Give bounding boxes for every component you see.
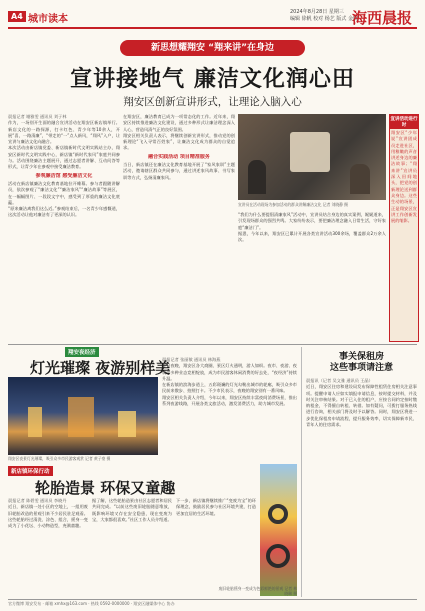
photo-detail	[118, 411, 136, 437]
page-footer: 官方微博 翔安发布 · 邮箱 xmhx@163.com · 热线 0592-0000000 · 翔安区融媒体中心 协办	[8, 601, 175, 606]
topic-banner: 新思想耀翔安 “翔来讲”在身边	[120, 40, 305, 56]
main-article-col2	[123, 114, 235, 340]
date-info	[290, 9, 358, 23]
tire-article-col1	[8, 498, 88, 598]
photo-figure	[350, 164, 370, 194]
byline: 晨报讯（记者 吴文雅 通讯员 王晶）	[306, 378, 373, 383]
article-paragraph: 当日，新店镇还在廉洁文化教育基地开展了“家风家训”主题活动，邀请辖区群众共同参与，通过讲述家风故事、书写家训等方式，弘扬清廉家风。	[123, 162, 235, 180]
article-subhead: 参观廉洁馆 感受廉洁文化	[35, 172, 93, 179]
date-line: 2024年8月28日 星期三	[290, 9, 344, 15]
article-paragraph: 近日，翔安区住房和建设局发布保障性租赁住房相关注意事项。提醒申请人应如实填报申请信息，按时提交材料，并及时关注审核结果。对于已入住的租户，应按合同约定按时缴纳租金，不得擅自转租、转借。如有疑问，可拨打服务热线进行咨询，相关部门将及时予以解答。同时，翔安区将进一步优化保租房申请流程，提升服务效率，切实保障新市民、青年人的住房需求。	[306, 384, 417, 428]
section-divider	[8, 344, 417, 345]
article-paragraph: 夏日夜晚，翔安区各大商圈、景区灯火通明，游人如织。夜市、夜游、夜娱等多种业态竞相绽放，成为市民游客休闲消费的好去处，“夜经济”持续升温。	[162, 363, 297, 381]
article-paragraph: 作为，一场别开生面的融合宣讲活动在翔安区新店镇举行。新店文化的一路探源，打卡红色、青少年等10余人，开展“喜，一路清廉”，“带走的“一”点人新风，“翔风”入户，让宣讲与廉洁文化向融合。	[8, 120, 120, 145]
article-paragraph: “原来廉洁离我们这么近。”参观结束后，一名青少年感慨道，这次活动让他对廉洁有了更深的认识。	[8, 206, 120, 218]
night-headline: 灯光璀璨 夜游别样美	[30, 359, 171, 377]
byline: 晨报记者 谢雅雯 通讯员 刘子林	[8, 114, 67, 119]
footer-rule	[8, 599, 417, 600]
section-name: 城市读本	[28, 14, 68, 25]
date-line-2: 编辑 徐帆 校对 杨艺 版式 金晓	[290, 16, 358, 22]
page-number: A4	[8, 11, 26, 22]
article-paragraph: 活动在新店镇廉洁文化教育基地拉开帷幕。参与者跟随讲解员，依次参观了“廉洁文化”“廉洁家风”“廉洁故事”等展区，在一幅幅图片、一段段文字中，感受到了厚重的廉洁文化底蕴。	[8, 180, 120, 205]
sidebar-title: 宣讲活动进行时	[390, 117, 418, 128]
byline: 晨报记者 陈碧雯 通讯员 李晓丹	[8, 498, 67, 503]
header-rule	[8, 27, 417, 29]
photo-detail	[28, 407, 42, 437]
main-photo-caption: 宣讲员在活动现场为参加活动的群众讲解廉洁文化 记者 刘晓静 摄	[238, 202, 348, 207]
tire-headline: 轮胎造景 环保又童趣	[35, 479, 176, 497]
article-subhead: 融合实践活动 项目精准服务	[148, 153, 210, 160]
tire-article-col3	[176, 498, 256, 598]
main-subheadline: 翔安区创新宣讲形式，让理论入脑入心	[123, 96, 302, 108]
masthead-logo: 海西晨报	[352, 9, 413, 27]
night-section-tag: 翔安夜经济	[65, 347, 99, 357]
tire-article-col2	[92, 498, 172, 598]
article-paragraph: 近日，新店镇一处小区的空地上，一组用废旧轮胎改造的景观引来不少居民驻足观看。这些轮胎经过清洗、涂色、组合，摇身一变成为了小花坛、小动物造型，充满童趣。	[8, 504, 88, 529]
byline: 晨报记者 张丽敏 通讯员 林海燕	[162, 357, 221, 362]
main-photo	[238, 114, 386, 200]
article-paragraph: 在翔安区，廉洁教育已成为一项常态化的工作。近年来，翔安区持续推进廉洁文化建设，通过多种形式让廉洁理念深入人心，营造风清气正的良好氛围。	[123, 114, 235, 132]
main-article-col3	[238, 212, 386, 340]
article-paragraph: 下一步，新店镇将继续推广“变废为宝”的环保理念，鼓励居民参与社区环境共建，打造更加宜居的生活环境。	[176, 498, 256, 516]
notice-headline: 事关保租房 这些事项请注意	[329, 352, 393, 373]
night-photo	[8, 377, 158, 455]
tire-photo-caption: 废旧轮胎摇身一变成为色彩鲜艳的景观 记者 林晓琳 摄	[218, 586, 297, 596]
tire-section-tag: 新店镇环保行动	[8, 466, 53, 476]
main-article-col1	[8, 114, 120, 340]
night-article	[162, 357, 297, 461]
notice-article	[306, 378, 417, 598]
article-paragraph: 本次活动由新店镇党委、新店镇新时代文明实践站主办，翔安区新时代文明实践中心，新店镇“新时代家风”家庭共同参与。活动围绕廉洁主题展开，通过志愿者讲解、互动问答等形式，让青少年在参观中接受廉洁教育。	[8, 145, 120, 170]
column-divider	[301, 347, 302, 597]
photo-figure	[248, 160, 266, 194]
article-paragraph: 据悉，今年以来，翔安区已累计开展各类宣讲活动300余场，覆盖群众2万余人次。	[238, 230, 386, 243]
tire-shape	[268, 504, 288, 524]
night-photo-caption: 翔安区夜景灯光璀璨，吸引众多市民游客观赏 记者 黄子豪 摄	[8, 456, 111, 461]
sidebar-box	[389, 114, 419, 342]
tire-shape	[266, 544, 290, 568]
main-headline: 宣讲接地气 廉洁文化润心田	[70, 66, 355, 92]
article-paragraph: 据了解，这些轮胎造景由社区志愿者和居民共同完成。“以前这些废旧轮胎随意堆放，既影响环境又存在安全隐患，现在变废为宝，大家都很喜欢。”社区工作人员介绍道。	[92, 498, 172, 522]
tire-photo	[260, 464, 297, 596]
photo-detail	[290, 132, 330, 172]
photo-detail	[68, 397, 94, 437]
article-paragraph: “我们为什么要提倡清廉家风”活动中，宣讲员结合身边的真实案例，娓娓道来，引发现场群众的强烈共鸣。大家纷纷表示，要把廉洁理念融入日常生活，守好家庭“廉洁门”。	[238, 212, 386, 230]
article-paragraph: 翔安区相关负责人表示，将继续创新宣讲形式，推动党的创新理论“飞入寻常百姓家”，让廉洁文化成为群众的自觉追求。	[123, 132, 235, 151]
article-paragraph: 在新店镇的滨海步道上，五彩斑斓的灯光勾勒出城市的轮廓，吸引众多市民前来散步、拍照打卡。不少市民表示，夜晚的翔安别有一番风味。	[162, 382, 297, 394]
sidebar-text: 翔安区“少年说”宣讲团成员走进社区，用稚嫩的声音讲述身边的廉洁故事；“翔来讲”宣讲员深入田间地头，把党的创新理论送到群众身边。这些生动的场景，正是翔安区宣讲工作创新发展的缩影。	[391, 130, 417, 224]
article-paragraph: 翔安区相关负责人介绍，今年以来，翔安区持续丰富夜间消费场景，推出系列夜游线路，开展各类文旅活动，激发消费活力，助力城市发展。	[162, 394, 297, 407]
